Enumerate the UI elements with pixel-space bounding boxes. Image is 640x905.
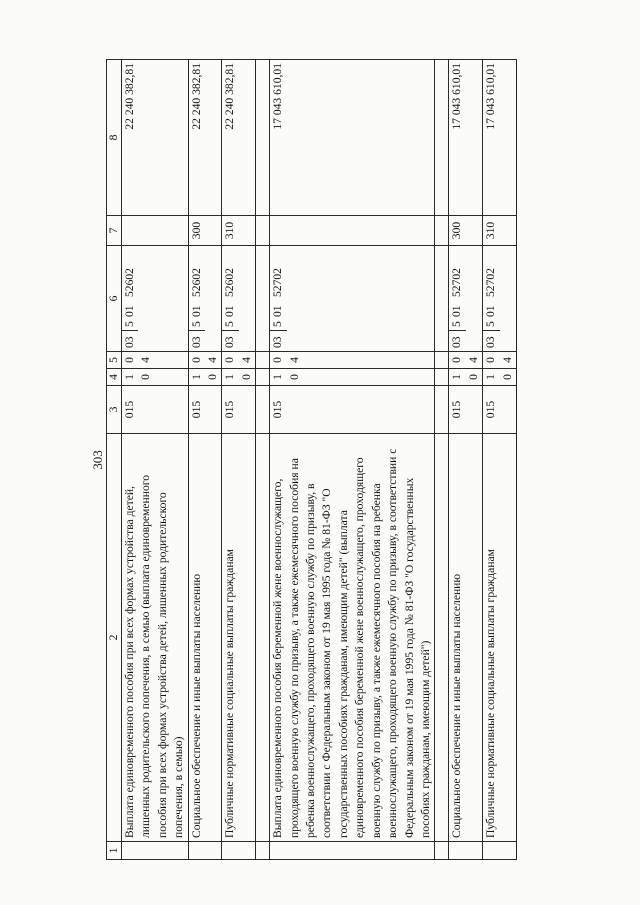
ministry-code: 015: [188, 386, 222, 434]
subsection-code: 04: [188, 352, 222, 369]
expense-type-code: 300: [188, 216, 222, 246]
subsection-code: 04: [222, 352, 256, 369]
ministry-code: 015: [222, 386, 256, 434]
program-code: 03: [222, 330, 238, 348]
budget-table: [106, 59, 517, 860]
subsection-code: 04: [483, 352, 517, 369]
ministry-code: 015: [270, 386, 435, 434]
event-code: 01: [123, 305, 136, 317]
row-name: Выплата единовременного пособия при всех формах устройства детей, лишенных родительского попечения, в семью (выплата единовременного пособия при всех формах устройства детей, лишенных родительского попечения, в семью): [122, 434, 189, 842]
subsection-code: 04: [270, 352, 435, 369]
subsection-code: 04: [449, 352, 483, 369]
row-number-cell: [122, 842, 189, 860]
target-article-code: [222, 246, 256, 352]
ministry-code: 015: [449, 386, 483, 434]
program-code: 03: [483, 330, 499, 348]
amount: 22 240 382,81: [222, 60, 256, 216]
table-row: [483, 60, 517, 860]
row-number-cell: [270, 842, 435, 860]
program-code: 03: [449, 330, 465, 348]
spacer-row: [435, 60, 449, 860]
row-name: Публичные нормативные социальные выплаты гражданам: [483, 434, 517, 842]
header-col-2: 2: [107, 434, 122, 842]
row-number-cell: [188, 842, 222, 860]
subprogram-code: 5: [484, 321, 498, 327]
header-col-4: 4: [107, 369, 122, 386]
direction-code: 52602: [189, 268, 203, 297]
subprogram-code: 5: [450, 321, 464, 327]
header-col-8: 8: [107, 60, 122, 216]
header-row: [107, 60, 122, 860]
expense-type-code: 310: [483, 216, 517, 246]
subprogram-code: 5: [223, 321, 237, 327]
section-code: 10: [483, 369, 517, 386]
table-row: [270, 60, 435, 860]
event-code: 01: [189, 305, 203, 317]
target-article-code: [270, 246, 435, 352]
amount: 17 043 610,01: [449, 60, 483, 216]
expense-type-code: 310: [222, 216, 256, 246]
section-code: 10: [270, 369, 435, 386]
event-code: 01: [450, 305, 464, 317]
rotated-content: [91, 60, 541, 860]
amount: 17 043 610,01: [270, 60, 435, 216]
row-number-cell: [222, 842, 256, 860]
table-row: [188, 60, 222, 860]
spacer-row: [256, 60, 270, 860]
direction-code: 52602: [223, 268, 237, 297]
header-col-1: 1: [107, 842, 122, 860]
table-row: [449, 60, 483, 860]
ministry-code: 015: [122, 386, 189, 434]
expense-type-code: [270, 216, 435, 246]
section-code: 10: [449, 369, 483, 386]
subprogram-code: 5: [271, 321, 285, 327]
direction-code: 52602: [123, 268, 136, 297]
row-name: Выплата единовременного пособия беременной жене военнослужащего, проходящего военную службу по призыву, а также ежемесячного пособия на ребенка военнослужащего, проходящего военную службу по призыву, в соответствии с Федеральным законом от 19 мая 1995 года № 81-ФЗ "О государственных пособиях гражданам, имеющим детей" (выплата единовременного пособия беременной жене военнослужащего, проходящего военную службу по призыву, а также ежемесячного пособия на ребенка военнослужащего, проходящего военную службу по призыву, в соответствии с Федеральным законом от 19 мая 1995 года № 81-ФЗ "О государственных пособиях гражданам, имеющим детей"): [270, 434, 435, 842]
header-col-5: 5: [107, 352, 122, 369]
amount: 22 240 382,81: [122, 60, 189, 216]
target-article-code: [122, 246, 189, 352]
direction-code: 52702: [484, 268, 498, 297]
header-col-7: 7: [107, 216, 122, 246]
row-name: Социальное обеспечение и иные выплаты населению: [188, 434, 222, 842]
subprogram-code: 5: [123, 321, 136, 327]
expense-type-code: [122, 216, 189, 246]
row-number-cell: [449, 842, 483, 860]
header-col-6: 6: [107, 246, 122, 352]
event-code: 01: [271, 305, 285, 317]
section-code: 10: [222, 369, 256, 386]
table-row: [222, 60, 256, 860]
expense-type-code: 300: [449, 216, 483, 246]
event-code: 01: [484, 305, 498, 317]
direction-code: 52702: [450, 268, 464, 297]
event-code: 01: [223, 305, 237, 317]
program-code: 03: [122, 330, 138, 348]
amount: 17 043 610,01: [483, 60, 517, 216]
row-number-cell: [483, 842, 517, 860]
target-article-code: [483, 246, 517, 352]
program-code: 03: [270, 330, 286, 348]
row-name: Публичные нормативные социальные выплаты гражданам: [222, 434, 256, 842]
section-code: 10: [188, 369, 222, 386]
direction-code: 52702: [271, 268, 285, 297]
target-article-code: [188, 246, 222, 352]
header-col-3: 3: [107, 386, 122, 434]
subsection-code: 04: [122, 352, 189, 369]
target-article-code: [449, 246, 483, 352]
subprogram-code: 5: [189, 321, 203, 327]
row-name: Социальное обеспечение и иные выплаты населению: [449, 434, 483, 842]
table-row: [122, 60, 189, 860]
page-number: 303: [90, 450, 105, 470]
section-code: 10: [122, 369, 189, 386]
program-code: 03: [189, 330, 205, 348]
amount: 22 240 382,81: [188, 60, 222, 216]
ministry-code: 015: [483, 386, 517, 434]
